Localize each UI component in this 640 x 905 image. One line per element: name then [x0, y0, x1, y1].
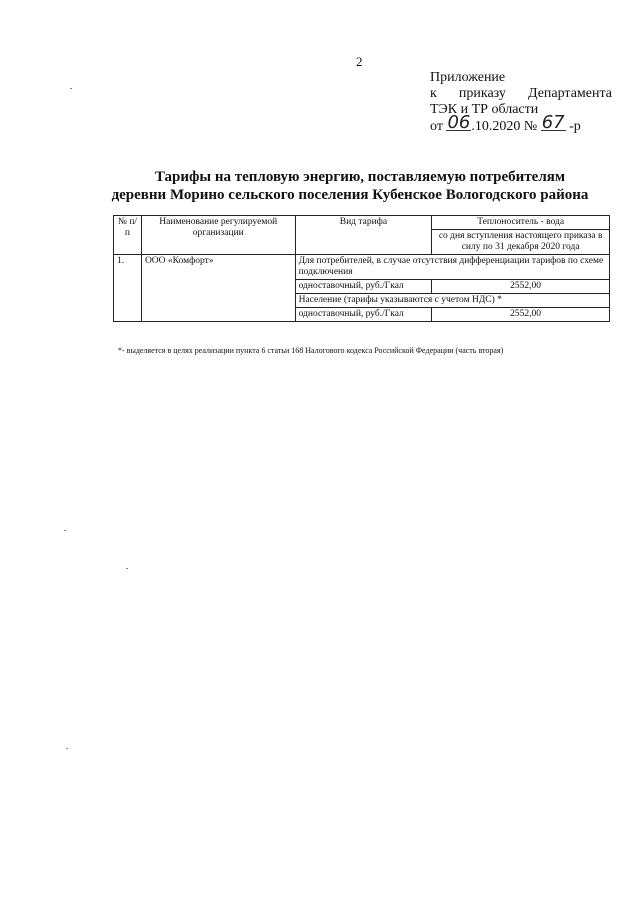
- scan-speck: [66, 748, 68, 749]
- appendix-word: приказу: [458, 86, 506, 101]
- appendix-line-3: ТЭК и ТР области: [430, 102, 539, 117]
- order-date-prefix: от: [430, 119, 443, 134]
- appendix-word: Департамента: [527, 86, 612, 101]
- row-group-1-value: 2552,00: [432, 280, 610, 294]
- header-carrier: Теплоноситель - вода: [432, 216, 610, 230]
- row-group-2-value: 2552,00: [432, 308, 610, 322]
- scan-speck: [64, 530, 66, 531]
- row-num: 1.: [114, 255, 142, 322]
- title-line-1: Тарифы на тепловую энергию, поставляемую потребителям: [154, 169, 566, 185]
- footnote: *- выделяется в целях реализации пункта 6 статьи 168 Налогового кодекса Российской Федерации (часть вторая): [118, 346, 504, 355]
- scan-speck: [70, 88, 72, 89]
- title-line-2: деревни Морино сельского поселения Кубенское Вологодского района: [111, 187, 589, 203]
- document-title: [0, 168, 640, 204]
- order-date-rest: .10.2020 №: [471, 119, 538, 134]
- order-number-suffix: -р: [569, 119, 581, 134]
- appendix-line-2: [430, 86, 612, 102]
- header-org: Наименование регулируемой организации: [141, 216, 295, 255]
- appendix-word: к: [430, 86, 437, 101]
- appendix-header: [430, 70, 612, 135]
- table-row: [114, 255, 610, 280]
- header-period: со дня вступления настоящего приказа в силу по 31 декабря 2020 года: [432, 230, 610, 255]
- tariffs-table: [113, 215, 610, 322]
- row-org: ООО «Комфорт»: [141, 255, 295, 322]
- row-group-2: Население (тарифы указываются с учетом НДС) *: [295, 294, 609, 308]
- order-number-handwritten: 67: [541, 112, 565, 133]
- row-group-1-type: одноставочный, руб./Гкал: [295, 280, 432, 294]
- order-day-handwritten: 06: [447, 112, 471, 133]
- page-number: 2: [356, 54, 363, 69]
- header-num: № п/п: [114, 216, 142, 255]
- row-group-2-type: одноставочный, руб./Гкал: [295, 308, 432, 322]
- header-type: Вид тарифа: [295, 216, 432, 255]
- appendix-line-1: Приложение: [430, 70, 506, 85]
- row-group-1: Для потребителей, в случае отсутствия дифференциации тарифов по схеме подключения: [295, 255, 609, 280]
- scan-speck: [126, 568, 128, 569]
- appendix-line-4: [430, 112, 612, 135]
